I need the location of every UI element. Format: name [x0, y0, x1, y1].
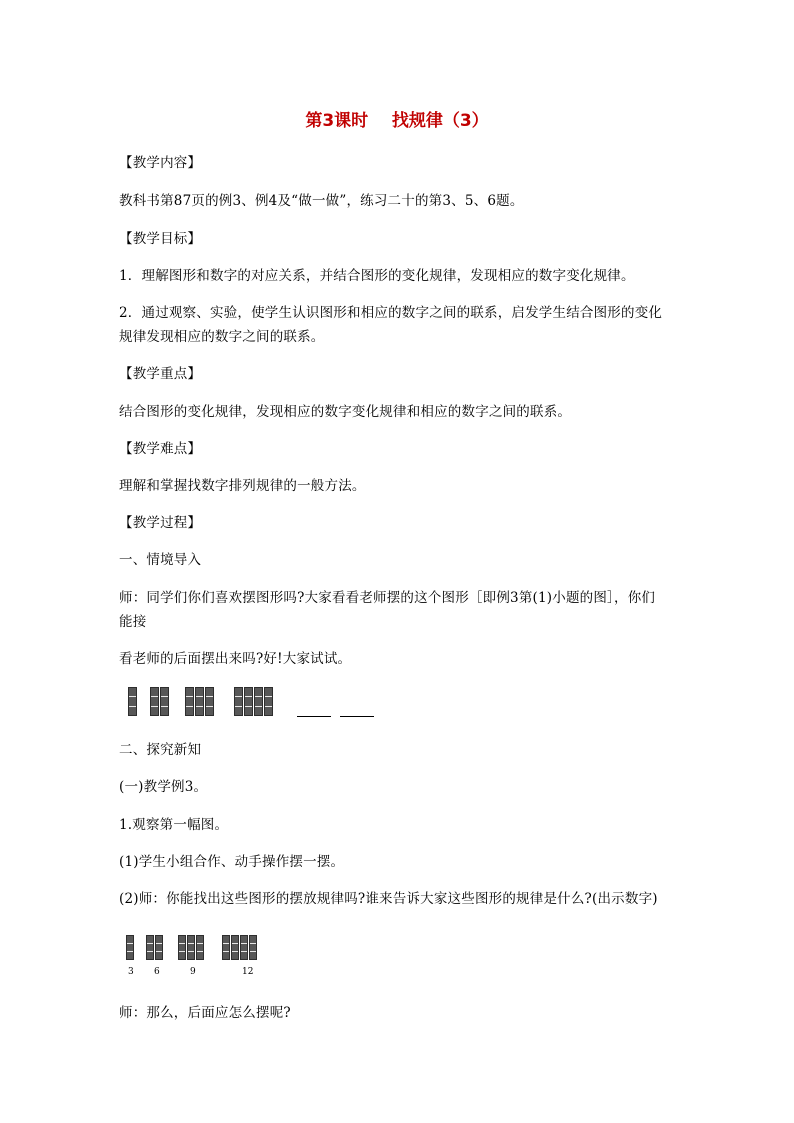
- bar-group-4: [234, 687, 273, 716]
- pattern-bar: [150, 687, 159, 716]
- pattern-figure-2: [126, 935, 276, 979]
- goal-1: 1．理解图形和数字的对应关系，并结合图形的变化规律，发现相应的数字变化规律。: [119, 268, 635, 284]
- page-title: 第3课时 找规律（3）: [305, 111, 489, 131]
- pattern-bar: [231, 935, 239, 960]
- bar-group-4: [222, 935, 257, 960]
- pattern-number-1: 3: [128, 967, 134, 977]
- goal-2-line-2: 规律发现相应的数字之间的联系。: [119, 329, 325, 345]
- pattern-bar: [264, 687, 273, 716]
- teacher-line-2: 能接: [119, 614, 147, 630]
- pattern-number-4: 12: [242, 967, 254, 977]
- bar-group-2: [150, 687, 169, 716]
- key-text: 结合图形的变化规律，发现相应的数字变化规律和相应的数字之间的联系。: [119, 404, 572, 420]
- key-heading: 【教学重点】: [119, 366, 202, 382]
- step-2-heading: 二、探究新知: [119, 742, 202, 758]
- pattern-bar: [126, 935, 134, 960]
- teacher-line-3: 看老师的后面摆出来吗?好!大家试试。: [119, 651, 352, 667]
- pattern-bar: [178, 935, 186, 960]
- pattern-bar: [249, 935, 257, 960]
- bar-group-2: [146, 935, 163, 960]
- pattern-bar: [205, 687, 214, 716]
- bar-group-3: [178, 935, 204, 960]
- bar-group-1: [128, 687, 137, 716]
- sub-heading-1: (一)教学例3。: [119, 779, 208, 795]
- pattern-number-3: 9: [190, 967, 196, 977]
- process-heading: 【教学过程】: [119, 515, 202, 531]
- pattern-bar: [234, 687, 243, 716]
- pattern-bar: [160, 687, 169, 716]
- observe-item-1: (1)学生小组合作、动手操作摆一摆。: [119, 854, 345, 870]
- pattern-bar: [187, 935, 195, 960]
- pattern-bar: [196, 935, 204, 960]
- pattern-bar: [244, 687, 253, 716]
- goals-heading: 【教学目标】: [119, 231, 202, 247]
- pattern-bar: [155, 935, 163, 960]
- pattern-bar: [185, 687, 194, 716]
- pattern-number-2: 6: [154, 967, 160, 977]
- answer-blank-2: [340, 716, 374, 717]
- observe-item-2: (2)师：你能找出这些图形的摆放规律吗?谁来告诉大家这些图形的规律是什么?(出示数字): [119, 891, 658, 907]
- content-heading: 【教学内容】: [119, 155, 202, 171]
- pattern-figure-1: [128, 687, 378, 719]
- observe-heading: 1.观察第一幅图。: [119, 817, 229, 833]
- bar-group-3: [185, 687, 214, 716]
- pattern-bar: [128, 687, 137, 716]
- content-text: 教科书第87页的例3、例4及“做一做”，练习二十的第3、5、6题。: [119, 193, 524, 209]
- pattern-bar: [195, 687, 204, 716]
- bar-group-1: [126, 935, 134, 960]
- pattern-bar: [222, 935, 230, 960]
- difficulty-text: 理解和掌握找数字排列规律的一般方法。: [119, 478, 366, 494]
- difficulty-heading: 【教学难点】: [119, 441, 202, 457]
- pattern-bar: [254, 687, 263, 716]
- pattern-bar: [146, 935, 154, 960]
- step-1-heading: 一、情境导入: [119, 552, 202, 568]
- answer-blank-1: [297, 716, 331, 717]
- teacher-question: 师：那么，后面应怎么摆呢?: [119, 1005, 291, 1021]
- pattern-bar: [240, 935, 248, 960]
- teacher-line-1: 师：同学们你们喜欢摆图形吗?大家看看老师摆的这个图形［即例3第(1)小题的图］，你们: [119, 590, 656, 606]
- goal-2-line-1: 2．通过观察、实验，使学生认识图形和相应的数字之间的联系，启发学生结合图形的变化: [119, 305, 663, 321]
